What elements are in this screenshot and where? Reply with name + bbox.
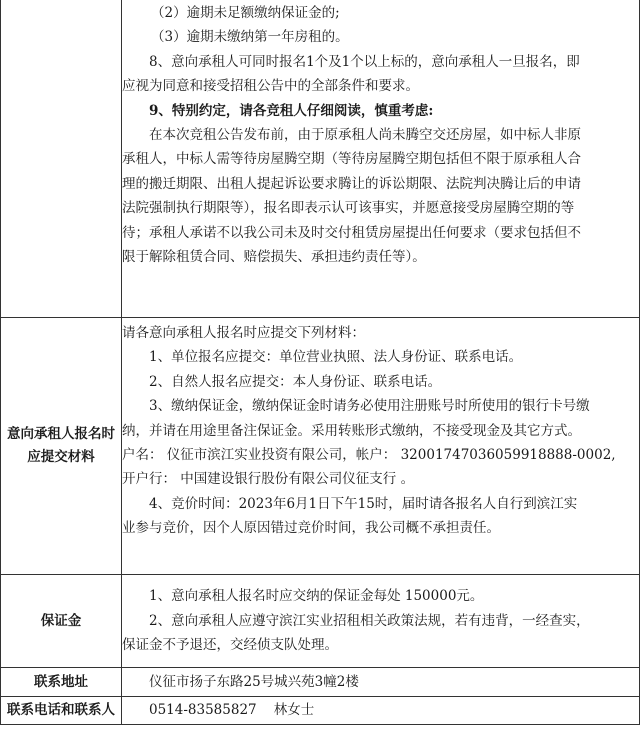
bidding-time-line-2: 业参与竞价，因个人原因错过竞价时间，我公司概不承担责任。 [122, 520, 500, 537]
deposit-line-2: 2、意向承租人应遵守滨江实业招租相关政策法规，若有违背，一经查实， [149, 612, 590, 629]
deposit-line-3: 保证金不予退还，交经侦支队处理。 [122, 637, 338, 654]
conditions-content-cell [122, 0, 640, 318]
conditions-row [1, 0, 640, 318]
deposit-line-1: 1、意向承租人报名时应交纳的保证金每处 150000元。 [149, 588, 484, 605]
clause-8-line-1: 8、意向承租人可同时报名1个及1个以上标的，意向承租人一旦报名，即 [149, 53, 580, 70]
contact-value: 0514-83585827 林女士 [149, 702, 315, 718]
deposit-row [1, 575, 640, 668]
materials-item-1: 1、单位报名应提交：单位营业执照、法人身份证、联系电话。 [149, 349, 523, 366]
materials-content-cell [122, 318, 640, 575]
contact-row [1, 697, 640, 725]
address-label: 联系地址 [34, 673, 88, 690]
materials-item-3-line-2: 纳，并请在用途里备注保证金。采用转账形式缴纳，不接受现金及其它方式。 [122, 422, 581, 439]
clause-9-line-3: 理的搬迁期限、出租人提起诉讼要求腾让的诉讼期限、法院判决腾让后的申请 [122, 175, 581, 192]
clause-8-line-2: 应视为同意和接受招租公告中的全部条件和要求。 [122, 78, 419, 95]
address-label-cell [1, 668, 122, 697]
clause-9-line-2: 承租人，中标人需等待房屋腾空期（等待房屋腾空期包括但不限于原承租人合 [122, 151, 581, 168]
clause-9-line-1: 在本次竞租公告发布前，由于原承租人尚未腾空交还房屋，如中标人非原 [149, 127, 581, 144]
address-row [1, 668, 640, 697]
account-name-line: 户名： 仪征市滨江实业投资有限公司，帐户： 32001747036059918888-0002, [122, 447, 616, 464]
bank-line: 开户行： 中国建设银行股份有限公司仪征支行 。 [122, 471, 415, 488]
condition-line-2: （2）逾期未足额缴纳保证金的; [151, 5, 340, 21]
bidding-time-line-1: 4、竞价时间：2023年6月1日下午15时，届时请各报名人自行到滨江实 [149, 495, 578, 512]
deposit-content-cell [122, 575, 640, 668]
condition-line-3: （3）逾期未缴纳第一年房租的。 [151, 29, 349, 46]
materials-label-cell [1, 318, 122, 575]
clause-9-line-6: 限于解除租赁合同、赔偿损失、承担违约责任等）。 [122, 249, 426, 266]
contact-label-cell [1, 697, 122, 725]
materials-intro: 请各意向承租人报名时应提交下列材料： [122, 325, 365, 341]
clause-9-line-5: 待；承租人承诺不以我公司未及时交付租赁房屋提出任何要求（要求包括但不 [122, 224, 581, 241]
address-content-cell [122, 668, 640, 697]
materials-row [1, 318, 640, 575]
conditions-label-cell [1, 0, 122, 318]
materials-item-2: 2、自然人报名应提交：本人身份证、联系电话。 [149, 373, 442, 390]
deposit-label-cell [1, 575, 122, 668]
clause-9-heading: 9、特别约定，请各竞租人仔细阅读，慎重考虑: [149, 102, 434, 119]
address-value: 仪征市扬子东路25号城兴苑3幢2楼 [149, 673, 359, 690]
contact-label: 联系电话和联系人 [7, 702, 115, 718]
materials-item-3-line-1: 3、缴纳保证金，缴纳保证金时请务必使用注册账号时所使用的银行卡号缴 [149, 398, 590, 415]
materials-label-line-2: 应提交材料 [27, 449, 95, 465]
clause-9-line-4: 法院强制执行期限等），报名即表示认可该事实，并愿意接受房屋腾空期的等 [122, 200, 575, 217]
deposit-label: 保证金 [40, 612, 82, 629]
materials-label-line-1: 意向承租人报名时 [7, 426, 115, 442]
contact-content-cell [122, 697, 640, 725]
